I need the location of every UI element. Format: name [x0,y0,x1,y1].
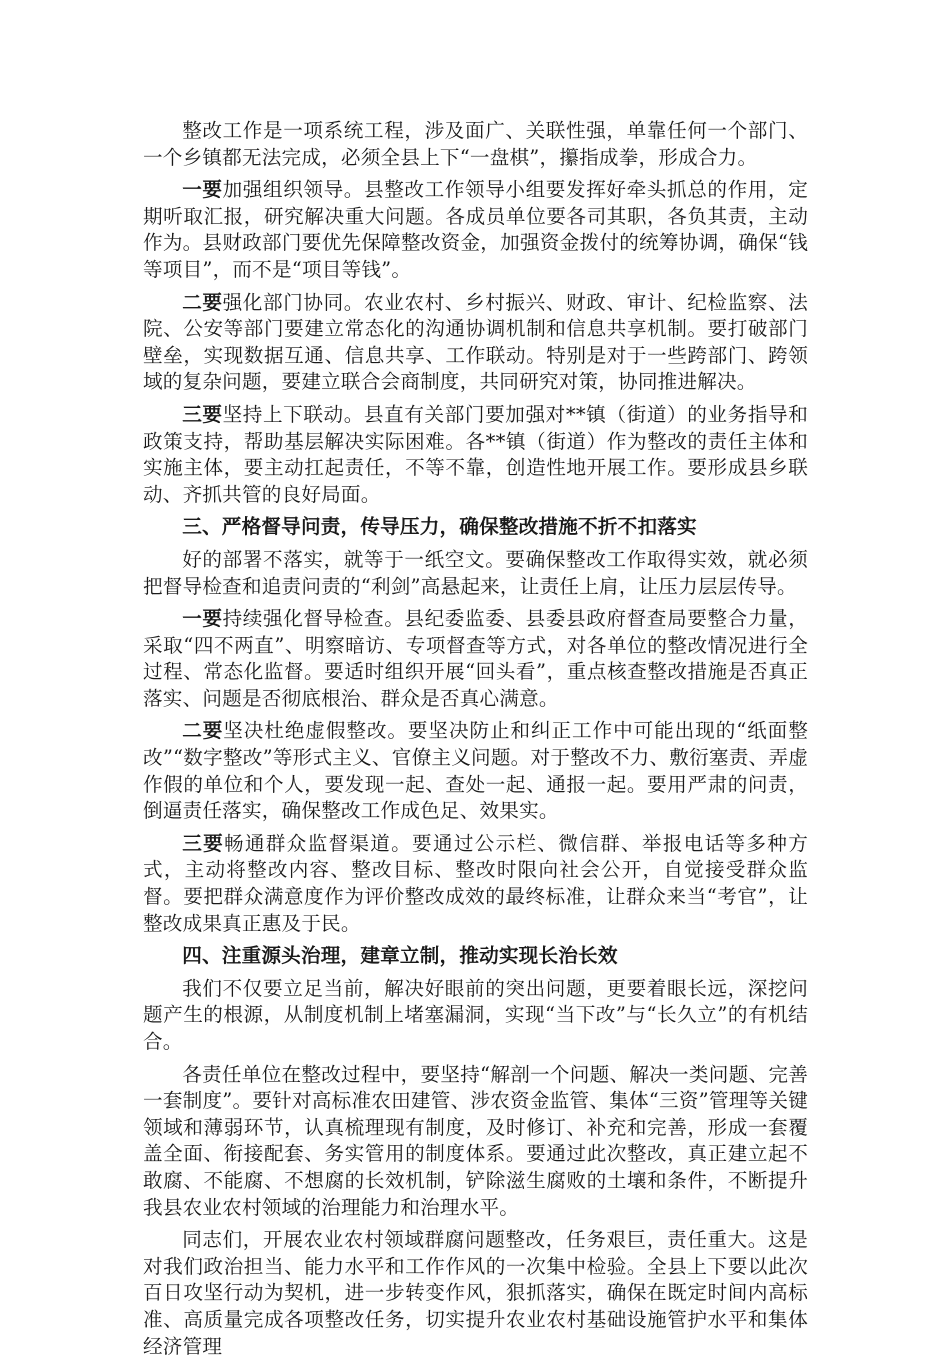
paragraph-text: 同志们，开展农业农村领域群腐问题整改，任务艰巨，责任重大。这是对我们政治担当、能力水平和工作作风的一次集中检验。全县上下要以此次百日攻坚行动为契机，进一步转变作风，狠抓落实，确保在既定时间内高标准、高质量完成各项整改任务，切实提升农业农村基础设施管护水平和集体经济管理 [143,1228,808,1358]
paragraph [143,1062,808,1222]
paragraph-text: 畅通群众监督渠道。要通过公示栏、微信群、举报电话等多种方式，主动将整改内容、整改目标、整改时限向社会公开，自觉接受群众监督。要把群众满意度作为评价整改成效的最终标准，让群众来当“考官”，让整改成果真正惠及于民。 [143,831,808,935]
paragraph [143,1227,808,1360]
document-body [143,118,808,1360]
paragraph [143,402,808,508]
paragraph [143,118,808,171]
paragraph [143,718,808,824]
paragraph-lead: 一要 [182,178,223,202]
paragraph-text: 整改工作是一项系统工程，涉及面广、关联性强，单靠任何一个部门、一个乡镇都无法完成，必须全县上下“一盘棋”，攥指成拳，形成合力。 [143,119,808,169]
paragraph-lead: 二要 [182,290,223,314]
paragraph-lead: 二要 [182,719,224,743]
paragraph [143,606,808,712]
paragraph [143,290,808,396]
paragraph [143,976,808,1056]
paragraph-lead: 三要 [182,831,224,855]
paragraph-text: 坚持上下联动。县直有关部门要加强对**镇（街道）的业务指导和政策支持，帮助基层解决实际困难。各**镇（街道）作为整改的责任主体和实施主体，要主动扛起责任，不等不靠，创造性地开展工作。要形成县乡联动、齐抓共管的良好局面。 [143,402,808,506]
paragraph-text: 强化部门协同。农业农村、乡村振兴、财政、审计、纪检监察、法院、公安等部门要建立常态化的沟通协调机制和信息共享机制。要打破部门壁垒，实现数据互通、信息共享、工作联动。特别是对于一些跨部门、跨领域的复杂问题，要建立联合会商制度，共同研究对策，协同推进解决。 [143,290,808,394]
paragraph-lead: 三要 [182,402,223,426]
paragraph [143,547,808,600]
paragraph-text: 我们不仅要立足当前，解决好眼前的突出问题，更要着眼长远，深挖问题产生的根源，从制度机制上堵塞漏洞，实现“当下改”与“长久立”的有机结合。 [143,976,808,1053]
section-heading: 四、注重源头治理，建章立制，推动实现长治长效 [182,944,618,968]
paragraph-text: 各责任单位在整改过程中，要坚持“解剖一个问题、解决一类问题、完善一套制度”。要针对高标准农田建管、涉农资金监管、集体“三资”管理等关键领域和薄弱环节，认真梳理现有制度，及时修订、补充和完善，形成一套覆盖全面、衔接配套、务实管用的制度体系。要通过此次整改，真正建立起不敢腐、不能腐、不想腐的长效机制，铲除滋生腐败的土壤和条件，不断提升我县农业农村领域的治理能力和治理水平。 [143,1062,808,1219]
paragraph-text: 加强组织领导。县整改工作领导小组要发挥好牵头抓总的作用，定期听取汇报，研究解决重大问题。各成员单位要各司其职，各负其责，主动作为。县财政部门要优先保障整改资金，加强资金拨付的统筹协调，确保“钱等项目”，而不是“项目等钱”。 [143,178,808,281]
paragraph-text: 好的部署不落实，就等于一纸空文。要确保整改工作取得实效，就必须把督导检查和追责问责的“利剑”高悬起来，让责任上肩，让压力层层传导。 [143,547,808,598]
section-heading: 三、严格督导问责，传导压力，确保整改措施不折不扣落实 [182,515,697,539]
paragraph-lead: 一要 [182,607,223,631]
paragraph-text: 持续强化督导检查。县纪委监委、县委县政府督查局要整合力量，采取“四不两直”、明察暗访、专项督查等方式，对各单位的整改情况进行全过程、常态化监督。要适时组织开展“回头看”，重点核查整改措施是否真正落实、问题是否彻底根治、群众是否真心满意。 [143,607,808,710]
paragraph-text: 坚决杜绝虚假整改。要坚决防止和纠正工作中可能出现的“纸面整改”“数字整改”等形式主义、官僚主义问题。对于整改不力、敷衍塞责、弄虚作假的单位和个人，要发现一起、查处一起、通报一起。要用严肃的问责，倒逼责任落实，确保整改工作成色足、效果实。 [143,719,808,823]
paragraph [143,831,808,937]
paragraph [143,177,808,283]
